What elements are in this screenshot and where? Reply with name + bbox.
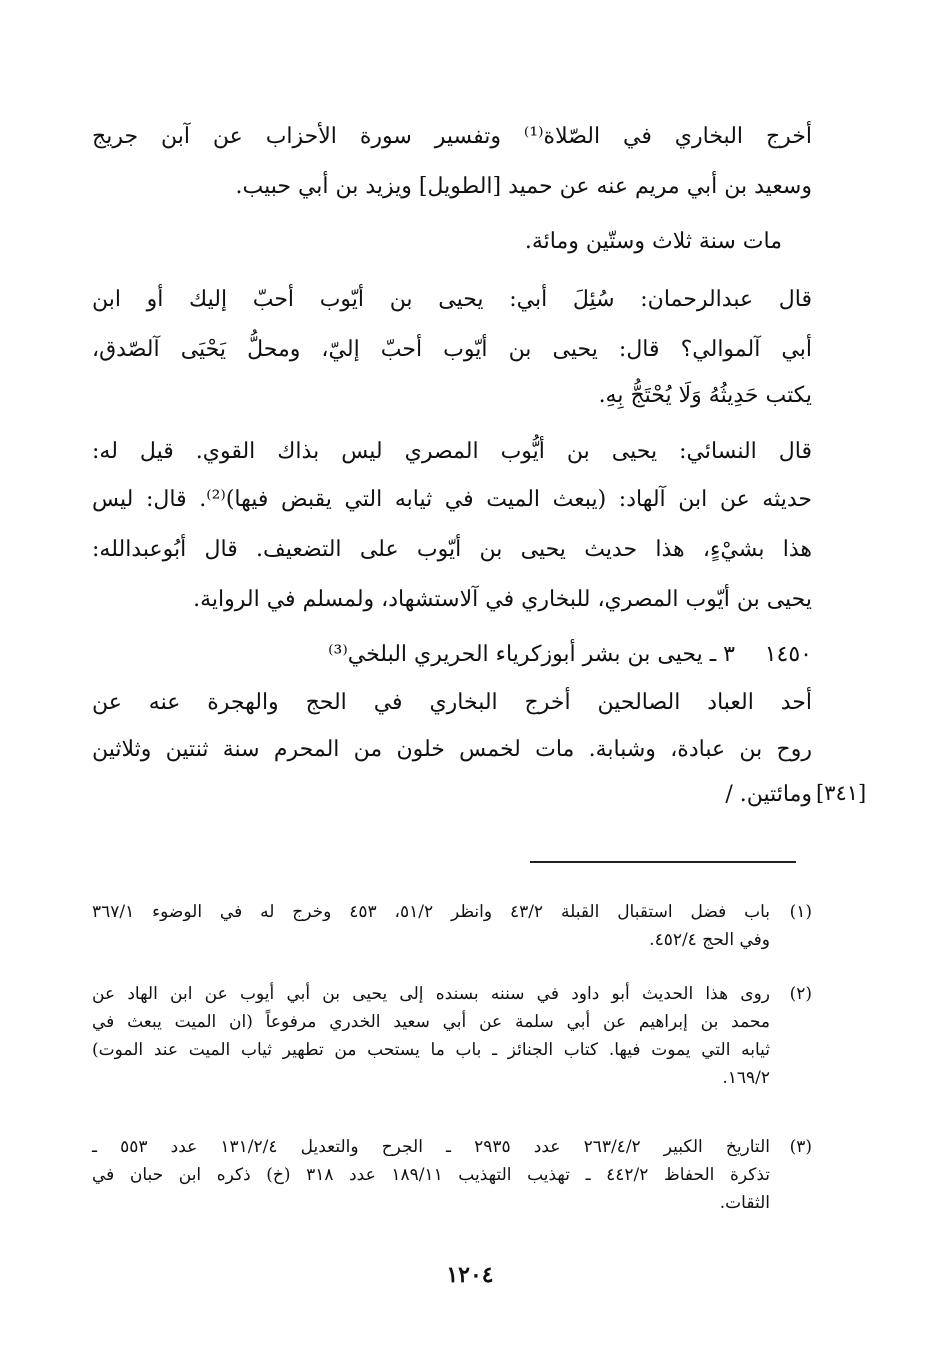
footnote-line: تذكرة الحفاظ ٤٤٢/٢ ـ تهذيب التهذيب ١٨٩/١١ عدد ٣١٨ (خ) ذكره ابن حبان في (92, 1165, 770, 1185)
body-line: يكتب حَدِيثُهُ وَلَا يُحْتَجُّ بِهِ. (598, 383, 812, 408)
footnote-line: ١٦٩/٢. (722, 1068, 770, 1088)
entry-sub-number: ٣ (723, 642, 735, 667)
footnote-3 (92, 1133, 812, 1217)
footnote-separator (530, 861, 796, 863)
footnote-line: محمد بن إبراهيم عن أبي سلمة عن أبي سعيد الخدري مرفوعاً (ان الميت يبعث في (92, 1012, 770, 1032)
body-line: روح بن عبادة، وشبابة. مات لخمس خلون من المحرم سنة ثنتين وثلاثين (92, 737, 812, 762)
body-line: يحيى بن أيّوب المصري، للبخاري في آلاستشهاد، ولمسلم في الرواية. (193, 587, 812, 612)
footnote-line: وفي الحج ٤٥٢/٤. (649, 930, 770, 950)
body-line: مات سنة ثلاث وستّين ومائة. (524, 229, 782, 254)
page-number: ١٢٠٤ (446, 1262, 494, 1288)
body-line: أحد العباد الصالحين أخرج البخاري في الحج والهجرة عنه عن (92, 690, 812, 715)
body-line: ومائتين. / (725, 782, 812, 807)
body-line: حديثه عن ابن آلهاد: (يبعث الميت في ثيابه التي يقبض فيها)⁽²⁾. قال: ليس (92, 487, 812, 512)
entry-dash: ـ (709, 642, 717, 667)
footnote-1 (92, 898, 812, 954)
body-line: وسعيد بن أبي مريم عنه عن حميد [الطويل] ويزيد بن أبي حبيب. (235, 174, 812, 199)
footnote-line: ثيابه التي يموت فيها. كتاب الجنائز ـ باب ما يستحب من تطهير ثياب الميت عند الموت) (92, 1040, 770, 1060)
entry-title: يحيى بن بشر أبوزكرياء الحريري البلخي⁽³⁾ (328, 642, 703, 667)
footnote-line: باب فضل استقبال القبلة ٤٣/٢ وانظر ٥١/٢، ٤٥٣ وخرج له في الوضوء ٣٦٧/١ (92, 902, 771, 922)
footnote-mark: (١) (789, 902, 812, 922)
body-line: قال النسائي: يحيى بن أيُّوب المصري ليس بذاك القوي. قيل له: (92, 439, 812, 464)
body-line: هذا بشيْءٍ، هذا حديث يحيى بن أيّوب على التضعيف. قال أبُوعبدالله: (92, 537, 813, 562)
body-line: أبي آلموالي؟ قال: يحيى بن أيّوب أحبّ إليّ، ومحلُّ يَحْيَى آلصّدق، (92, 337, 812, 362)
margin-page-reference: [٣٤١] (816, 781, 867, 805)
entry-number: ١٤٥٠ (764, 642, 812, 667)
footnote-mark: (٢) (789, 984, 812, 1004)
body-line: قال عبدالرحمان: سُئِلَ أبي: يحيى بن أيّوب أحبّ إليك أو ابن (92, 287, 812, 312)
footnote-2 (92, 980, 812, 1092)
entry-heading (92, 640, 812, 670)
footnote-line: التاريخ الكبير ٢٦٣/٤/٢ عدد ٢٩٣٥ ـ الجرح والتعديل ١٣١/٢/٤ عدد ٥٥٣ ـ (92, 1137, 770, 1157)
body-line: أخرج البخاري في الصّلاة⁽¹⁾ وتفسير سورة الأحزاب عن آبن جريج (92, 124, 812, 149)
footnote-line: روى هذا الحديث أبو داود في سننه بسنده إلى يحيى بن أبي أيوب عن ابن الهاد عن (92, 984, 770, 1004)
footnote-line: الثقات. (719, 1193, 770, 1213)
footnote-mark: (٣) (789, 1137, 812, 1157)
